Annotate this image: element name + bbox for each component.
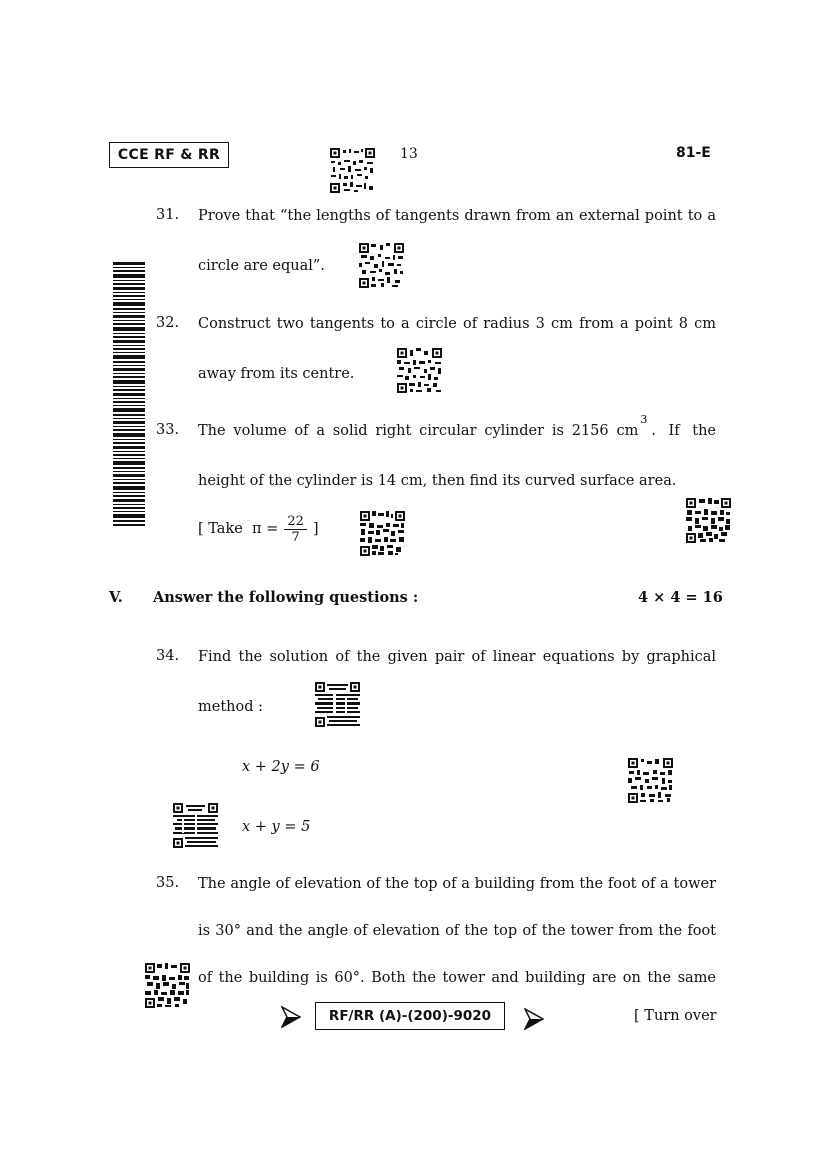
paper-code-box: CCE RF & RR <box>109 142 229 168</box>
question-32-line-1: Construct two tangents to a circle of radius 3 cm from a point 8 cm <box>198 316 716 332</box>
pi-hint <box>198 509 319 549</box>
language-code: 81-E <box>676 145 711 161</box>
cm-cubed-superscript: 3 <box>640 413 648 426</box>
arrow-right-icon <box>281 1006 301 1033</box>
question-34-line-2: method : <box>198 699 264 715</box>
qr-code-icon <box>145 963 190 1008</box>
question-34-line-1: Find the solution of the given pair of linear equations by graphical <box>198 649 716 665</box>
question-35-line-2: is 30° and the angle of elevation of the top of the tower from the foot <box>198 923 716 939</box>
qr-code-icon <box>397 348 442 393</box>
qr-code-icon <box>173 803 218 848</box>
pi-denominator: 7 <box>291 529 300 545</box>
page-number: 13 <box>400 146 418 162</box>
question-31-number: 31. <box>156 207 180 223</box>
pi-numerator: 22 <box>284 514 307 530</box>
question-33-line-1-end: . If the <box>651 423 716 439</box>
question-35-number: 35. <box>156 875 180 891</box>
barcode-icon <box>113 262 145 526</box>
qr-code-icon <box>330 148 375 193</box>
pi-hint-suffix: ] <box>312 521 319 537</box>
question-33-line-1-text: The volume of a solid right circular cylinder is 2156 cm <box>198 423 639 439</box>
question-31-line-1: Prove that “the lengths of tangents drawn from an external point to a <box>198 208 716 224</box>
section-title: Answer the following questions : <box>153 589 419 606</box>
question-33-line-2: height of the cylinder is 14 cm, then find its curved surface area. <box>198 473 677 489</box>
section-marks: 4 × 4 = 16 <box>638 589 723 606</box>
qr-code-icon <box>628 758 673 803</box>
question-35-line-3: of the building is 60°. Both the tower and building are on the same <box>198 970 716 986</box>
qr-code-icon <box>359 243 404 288</box>
equation-1: x + 2y = 6 <box>242 759 320 775</box>
turn-over-text: [ Turn over <box>634 1008 717 1024</box>
section-label: V. <box>109 589 123 606</box>
arrow-right-icon <box>524 1008 544 1035</box>
question-32-line-2: away from its centre. <box>198 366 355 382</box>
qr-code-icon <box>360 511 405 556</box>
pi-hint-prefix: [ Take π = <box>198 521 279 537</box>
question-33-line-1 <box>198 413 716 440</box>
question-33-number: 33. <box>156 422 180 438</box>
question-34-number: 34. <box>156 648 180 664</box>
qr-code-icon <box>315 682 360 727</box>
question-32-number: 32. <box>156 315 180 331</box>
question-35-line-1: The angle of elevation of the top of a building from the foot of a tower <box>198 876 716 892</box>
question-31-line-2: circle are equal”. <box>198 258 325 274</box>
paper-series-code-box: RF/RR (A)-(200)-9020 <box>315 1002 505 1030</box>
equation-2: x + y = 5 <box>242 819 311 835</box>
qr-code-icon <box>686 498 731 543</box>
pi-fraction <box>284 514 307 545</box>
